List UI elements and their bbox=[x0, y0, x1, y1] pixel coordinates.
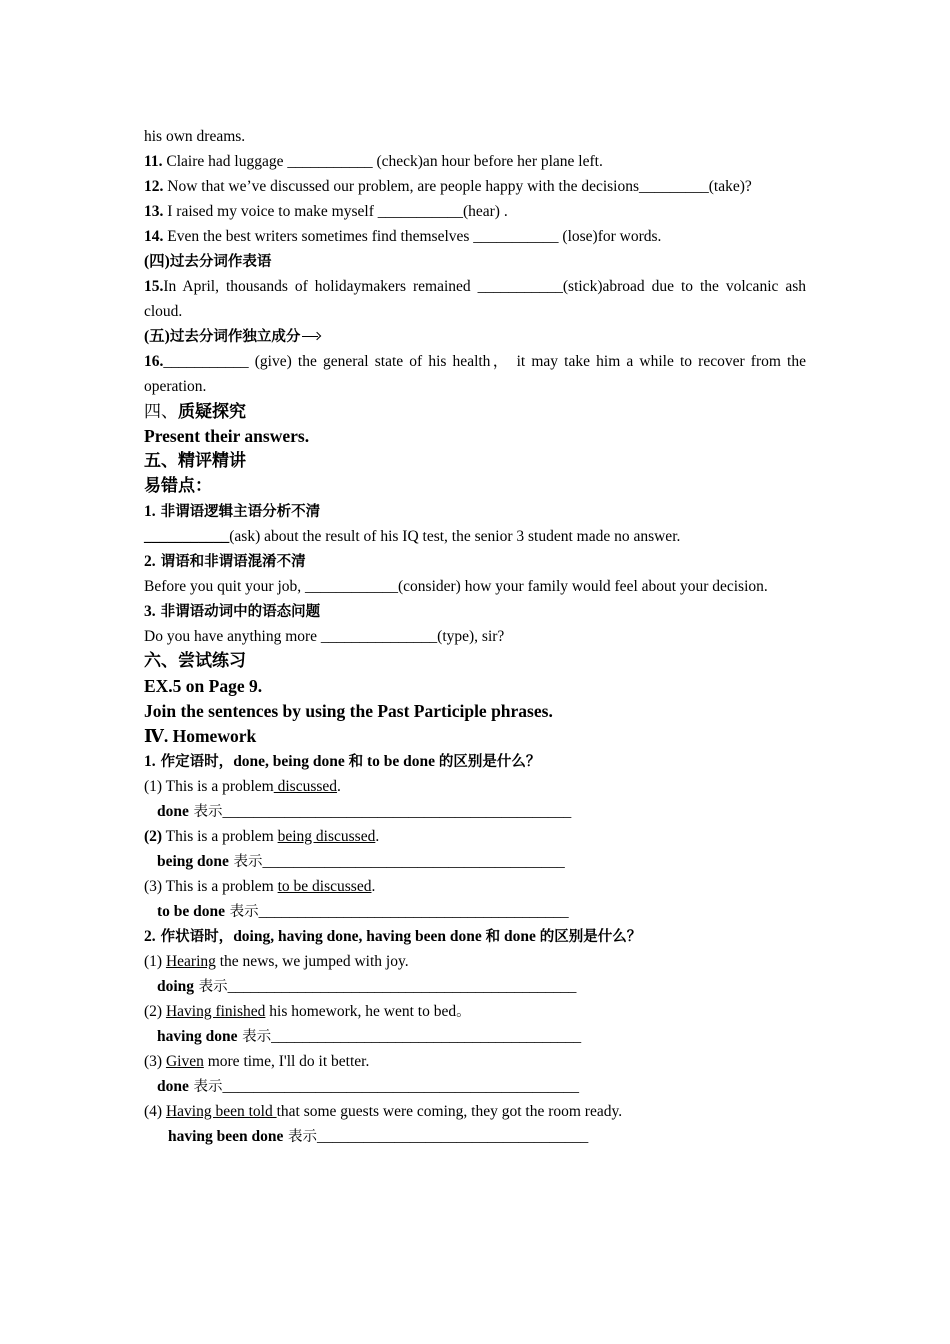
example-sentence: (4) Having been told that some guests were coming, they got the room ready. bbox=[144, 1103, 623, 1120]
answer-line: doing 表示_____________________________________________ bbox=[157, 978, 577, 995]
question-number: 16. bbox=[144, 353, 164, 370]
answer-line: done 表示_____________________________________________ bbox=[157, 803, 572, 820]
answer-line: having done 表示________________________________________ bbox=[157, 1028, 582, 1045]
question-number: 12. bbox=[144, 178, 164, 195]
question-14: 14. Even the best writers sometimes find themselves ___________ (lose)for words. bbox=[144, 228, 662, 245]
example-sentence: (1) Hearing the news, we jumped with joy. bbox=[144, 953, 409, 970]
error-point-1: 1. 非谓语逻辑主语分析不清 bbox=[144, 503, 321, 520]
heading-yicuodian: 易错点： bbox=[144, 476, 212, 496]
answer-line: being done 表示_______________________________________ bbox=[157, 853, 565, 870]
example-sentence: (2) This is a problem being discussed. bbox=[144, 828, 380, 845]
exercise-reference: EX.5 on Page 9. bbox=[144, 676, 263, 696]
heading-jingping-jingjiang: 五、精评精讲 bbox=[144, 451, 246, 471]
present-answers-heading: Present their answers. bbox=[144, 426, 310, 446]
question-number: 14. bbox=[144, 228, 164, 245]
error-point-3-example: Do you have anything more _______________(type), sir? bbox=[144, 628, 505, 645]
example-sentence: (3) This is a problem to be discussed. bbox=[144, 878, 376, 895]
arrow-icon bbox=[302, 330, 320, 340]
homework-question-2: 2. 作状语时，doing, having done, having been done 和 done 的区别是什么？ bbox=[144, 928, 642, 945]
section-heading-4: (四)过去分词作表语 bbox=[144, 253, 272, 270]
question-16: 16.___________ (give) the general state of his health， it may take him a while to recover from the operation. bbox=[144, 353, 806, 395]
answer-line: done 表示______________________________________________ bbox=[157, 1078, 579, 1095]
question-number: 13. bbox=[144, 203, 164, 220]
error-point-1-example: ___________(ask) about the result of his IQ test, the senior 3 student made no answer. bbox=[144, 528, 681, 545]
exercise-instruction: Join the sentences by using the Past Participle phrases. bbox=[144, 701, 553, 721]
heading-zhiyi-tanjiu: 四、质疑探究 bbox=[144, 402, 246, 422]
section-heading-5: (五)过去分词作独立成分 bbox=[144, 324, 806, 349]
text-line: his own dreams. bbox=[144, 128, 246, 145]
question-11: 11. Claire had luggage ___________ (check)an hour before her plane left. bbox=[144, 153, 603, 170]
question-15: 15.In April, thousands of holidaymakers remained ___________(stick)abroad due to the volcanic ash cloud. bbox=[144, 278, 806, 320]
heading-changshi-lianxi: 六、尝试练习 bbox=[144, 651, 246, 671]
question-number: 15. bbox=[144, 278, 164, 295]
example-sentence: (2) Having finished his homework, he went to bed。 bbox=[144, 1003, 471, 1020]
example-sentence: (1) This is a problem discussed. bbox=[144, 778, 341, 795]
error-point-3: 3. 非谓语动词中的语态问题 bbox=[144, 603, 321, 620]
homework-question-1: 1. 作定语时，done, being done 和 to be done 的区别是什么？ bbox=[144, 753, 541, 770]
error-point-2-example: Before you quit your job, ____________(consider) how your family would feel about your decision. bbox=[144, 578, 768, 595]
error-point-2: 2. 谓语和非谓语混淆不清 bbox=[144, 553, 306, 570]
question-number: 11. bbox=[144, 153, 163, 170]
question-13: 13. I raised my voice to make myself ___________(hear) . bbox=[144, 203, 508, 220]
question-12: 12. Now that we’ve discussed our problem, are people happy with the decisions_________(take)? bbox=[144, 178, 752, 195]
answer-line: having been done 表示___________________________________ bbox=[168, 1128, 589, 1145]
document-page bbox=[144, 124, 806, 1149]
example-sentence: (3) Given more time, I'll do it better. bbox=[144, 1053, 370, 1070]
answer-line: to be done 表示________________________________________ bbox=[157, 903, 569, 920]
homework-heading: Ⅳ. Homework bbox=[144, 726, 257, 746]
